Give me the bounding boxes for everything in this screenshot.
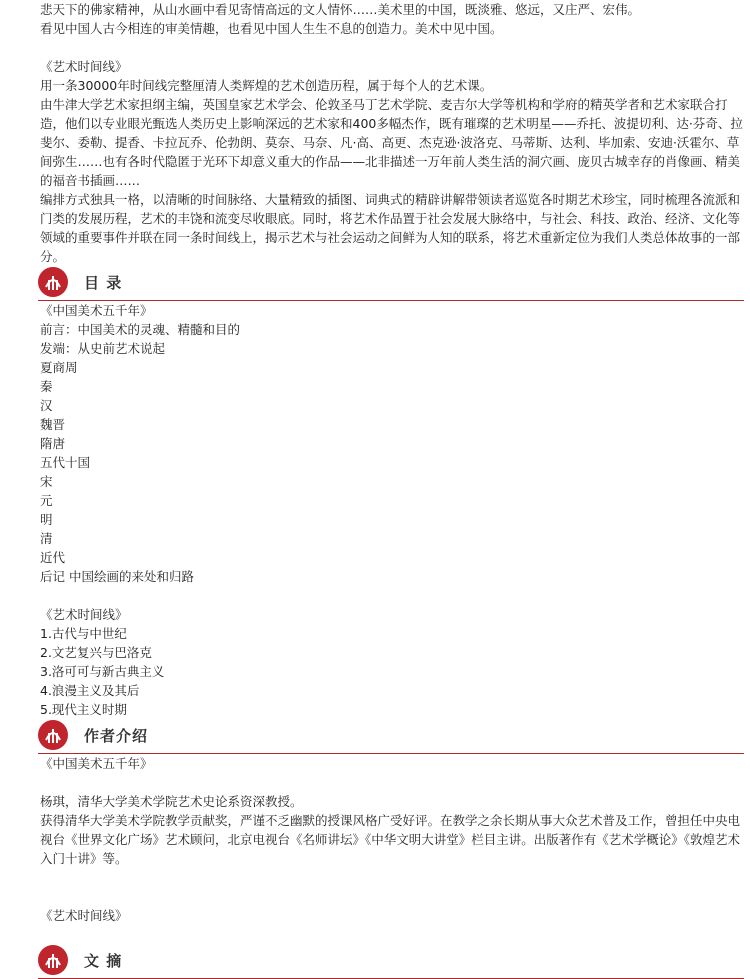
toc-item: 隋唐: [40, 436, 66, 451]
toc-item: 汉: [40, 398, 53, 413]
section-title: 作者介绍: [84, 727, 149, 745]
paragraph: 杨琪，清华大学美术学院艺术史论系资深教授。: [40, 794, 303, 809]
toc-item: 宋: [40, 474, 53, 489]
author-info: [40, 754, 744, 925]
paragraph: 获得清华大学美术学院教学贡献奖，严谨不乏幽默的授课风格广受好评。在教学之余长期从事大众艺术普及工作，曾担任中央电视台《世界文化广场》艺术顾问，北京电视台《名师讲坛》《中华文明大讲堂》栏目主讲。出版著作有《艺术学概论》《敦煌艺术入门十讲》等。: [40, 813, 741, 866]
book-title: 《艺术时间线》: [40, 59, 128, 74]
toc-item: 2.文艺复兴与巴洛克: [40, 645, 152, 660]
toc-item: 秦: [40, 379, 53, 394]
toc-item: 近代: [40, 550, 66, 565]
toc-timeline: [40, 605, 744, 719]
book-title: 《中国美术五千年》: [40, 756, 153, 771]
toc-item: 前言：中国美术的灵魂、精髓和目的: [40, 322, 241, 337]
toc-item: 1.古代与中世纪: [40, 626, 127, 641]
toc-item: 5.现代主义时期: [40, 702, 127, 717]
intro-text: [40, 0, 744, 38]
toc-item: 清: [40, 531, 53, 546]
paragraph: 编排方式独具一格，以清晰的时间脉络、大量精致的插图、词典式的精辟讲解带领读者巡览各时期艺术珍宝，同时梳理各流派和门类的发展历程，艺术的丰饶和流变尽收眼底。同时，将艺术作品置于社会发展大脉络中，与社会、科技、政治、经济、文化等领域的重要事件并联在同一条时间线上，揭示艺术与社会运动之间鲜为人知的联系，将艺术重新定位为我们人类总体故事的一部分。: [40, 192, 741, 264]
toc-item: 4.浪漫主义及其后: [40, 683, 140, 698]
toc-item: 五代十国: [40, 455, 91, 470]
book-title: 《艺术时间线》: [40, 908, 128, 923]
section-header-excerpt: [38, 944, 744, 979]
intro-line: 看见中国人古今相连的审美情趣，也看见中国人生生不息的创造力。美术中见中国。: [40, 21, 503, 36]
section-header-author: [38, 719, 744, 754]
paragraph: 用一条30000年时间线完整厘清人类辉煌的艺术创造历程，属于每个人的艺术课。: [40, 78, 493, 93]
toc-item: 魏晋: [40, 417, 66, 432]
toc-item: 后记 中国绘画的来处和归路: [40, 569, 194, 584]
toc-item: 发端：从史前艺术说起: [40, 341, 166, 356]
section-title: 文 摘: [84, 952, 123, 970]
citic-logo-icon: [38, 267, 68, 297]
book-title: 《中国美术五千年》: [40, 303, 153, 318]
book-title: 《艺术时间线》: [40, 607, 128, 622]
toc-china: [40, 301, 744, 586]
toc-item: 元: [40, 493, 53, 508]
citic-logo-icon: [38, 720, 68, 750]
section-header-toc: [38, 266, 744, 301]
section-title: 目 录: [84, 274, 123, 292]
citic-logo-icon: [38, 945, 68, 975]
intro-line: 悲天下的佛家精神，从山水画中看见寄情高远的文人情怀……美术里的中国，既淡雅、悠远，又庄严、宏伟。: [40, 2, 641, 17]
toc-item: 夏商周: [40, 360, 78, 375]
toc-item: 3.洛可可与新古典主义: [40, 664, 165, 679]
paragraph: 由牛津大学艺术家担纲主编，英国皇家艺术学会、伦敦圣马丁艺术学院、麦吉尔大学等机构和学府的精英学者和艺术家联合打造，他们以专业眼光甄选人类历史上影响深远的艺术家和400多幅杰作，既有璀璨的艺术明星——乔托、波提切利、达·芬奇、拉斐尔、委勒、提香、卡拉瓦乔、伦勃朗、莫奈、马奈、凡·高、高更、杰克逊·波洛克、马蒂斯、达利、毕加索、安迪·沃霍尔、草间弥生……也有各时代隐匿于光环下却意义重大的作品——北非描述一万年前人类生活的洞穴画、庞贝古城幸存的肖像画、精美的福音书插画……: [40, 97, 743, 188]
timeline-book-description: [40, 57, 744, 266]
toc-item: 明: [40, 512, 53, 527]
